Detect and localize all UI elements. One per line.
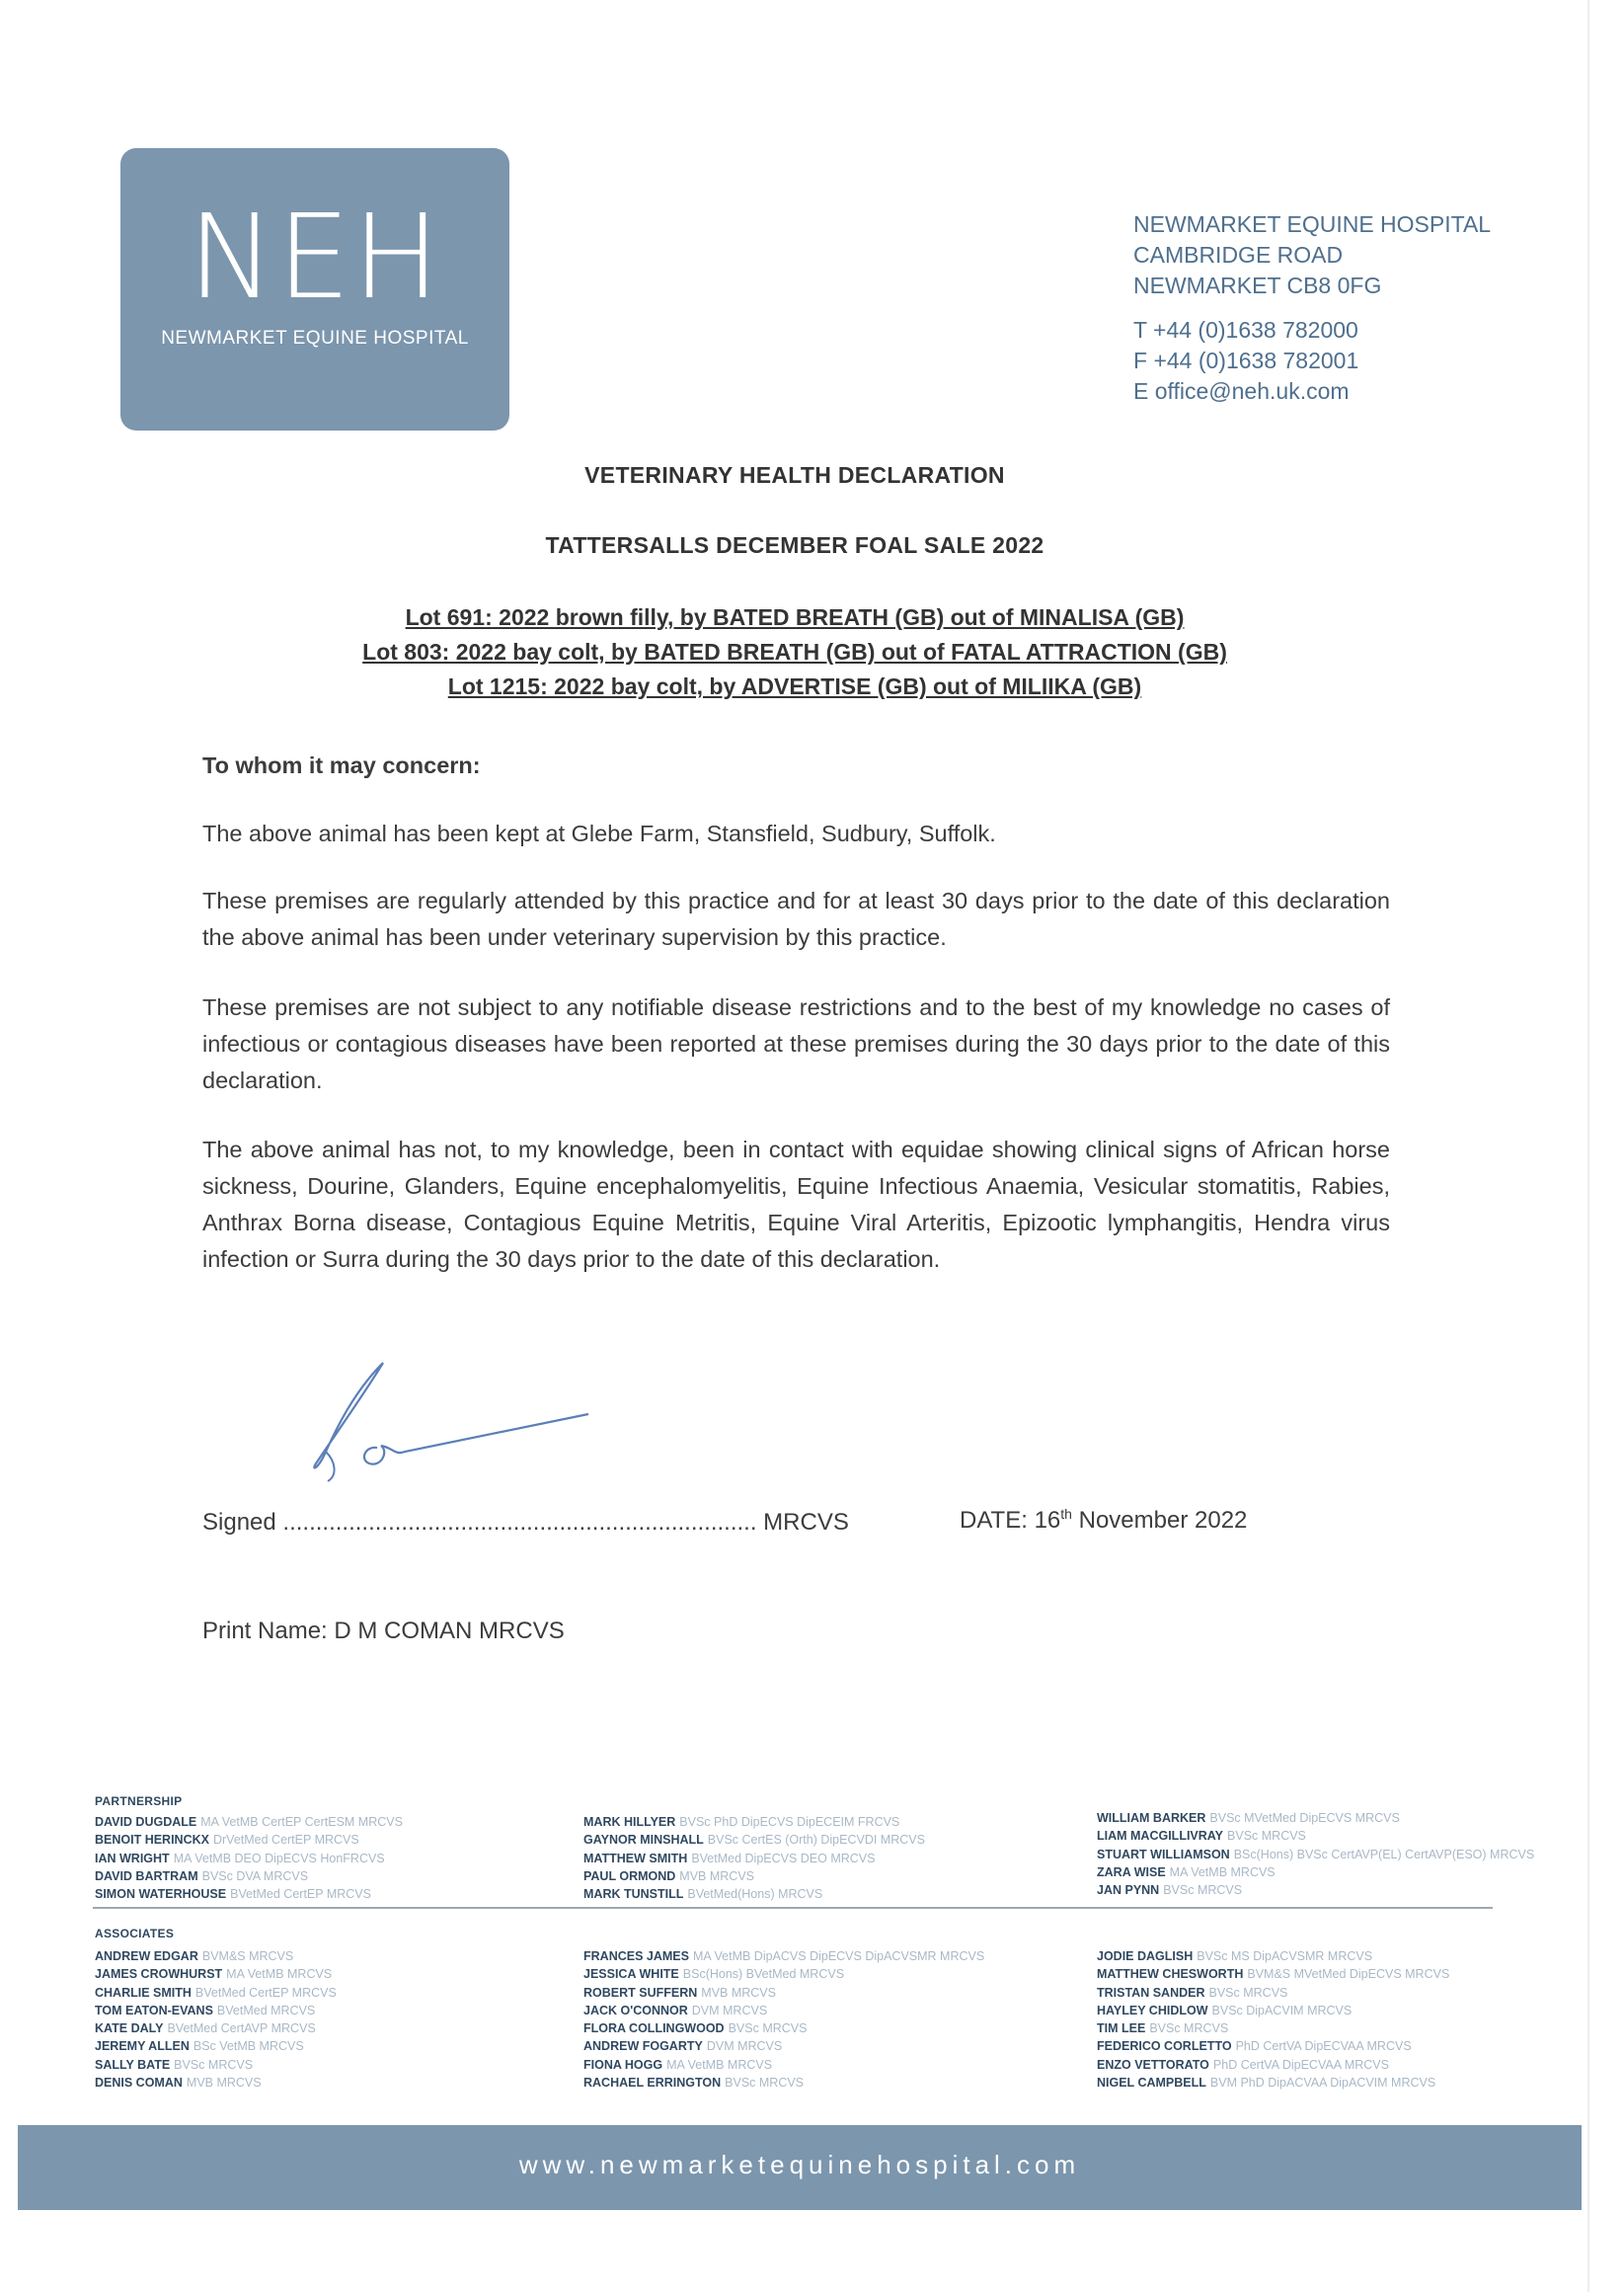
staff-name: IAN WRIGHT (95, 1851, 170, 1865)
paragraph-supervision: These premises are regularly attended by this practice and for at least 30 days prior to the date of this declaration the above animal has been under veterinary supervision by this practice. (202, 888, 1390, 950)
staff-entry (583, 1965, 984, 1983)
staff-qualifications: BVSc MS DipACVSMR MRCVS (1197, 1949, 1373, 1963)
staff-qualifications: BVSc MRCVS (728, 2021, 808, 2036)
staff-entry (583, 2074, 984, 2092)
lot-line: Lot 803: 2022 bay colt, by BATED BREATH (GB) out of FATAL ATTRACTION (GB) (362, 639, 1227, 665)
staff-name: TOM EATON-EVANS (95, 2003, 213, 2017)
staff-name: WILLIAM BARKER (1097, 1811, 1206, 1825)
sale-title: TATTERSALLS DECEMBER FOAL SALE 2022 (545, 532, 1044, 558)
staff-entry (95, 1831, 403, 1849)
staff-entry (583, 2002, 984, 2019)
staff-qualifications: DrVetMed CertEP MRCVS (212, 1833, 359, 1848)
staff-name: FLORA COLLINGWOOD (583, 2021, 725, 2036)
staff-qualifications: MA VetMB MRCVS (1169, 1864, 1276, 1879)
staff-qualifications: BVetMed(Hons) MRCVS (687, 1887, 823, 1902)
staff-entry (1097, 1863, 1534, 1881)
staff-entry (1097, 1846, 1534, 1863)
staff-entry (1097, 2037, 1449, 2055)
address-line: NEWMARKET EQUINE HOSPITAL (1133, 211, 1492, 237)
email-address: E office@neh.uk.com (1133, 378, 1350, 404)
staff-qualifications: MVB MRCVS (679, 1868, 754, 1883)
staff-qualifications: MA VetMB CertEP CertESM MRCVS (200, 1815, 403, 1829)
staff-qualifications: BVetMed CertAVP MRCVS (167, 2021, 316, 2036)
staff-entry (583, 2037, 984, 2055)
staff-entry (583, 2056, 984, 2074)
partnership-column (1097, 1809, 1534, 1899)
staff-entry (583, 1947, 984, 1965)
staff-qualifications: DVM MRCVS (706, 2039, 783, 2054)
staff-qualifications: BVSc DipACVIM MRCVS (1211, 2003, 1353, 2017)
staff-entry (95, 2056, 337, 2074)
footer-bar (18, 2125, 1582, 2210)
staff-entry (95, 1947, 337, 1965)
staff-qualifications: BSc(Hons) BVSc CertAVP(EL) CertAVP(ESO) MRCVS (1233, 1847, 1535, 1861)
staff-qualifications: MA VetMB MRCVS (226, 1967, 333, 1982)
staff-entry (583, 1984, 984, 2002)
staff-qualifications: BVSc MRCVS (1163, 1883, 1243, 1898)
staff-entry (1097, 2074, 1449, 2092)
staff-name: GAYNOR MINSHALL (583, 1833, 704, 1848)
address-line: CAMBRIDGE ROAD (1133, 242, 1344, 268)
staff-qualifications: BVSc MRCVS (1208, 1985, 1288, 2000)
staff-qualifications: MVB MRCVS (186, 2076, 262, 2091)
staff-name: JAMES CROWHURST (95, 1967, 223, 1982)
staff-entry (583, 1850, 925, 1867)
staff-name: KATE DALY (95, 2021, 164, 2036)
fax-number: F +44 (0)1638 782001 (1133, 348, 1359, 373)
scan-edge (1587, 0, 1589, 2292)
signed-suffix: MRCVS (763, 1509, 849, 1536)
staff-name: JEREMY ALLEN (95, 2039, 190, 2054)
staff-name: FEDERICO CORLETTO (1097, 2039, 1232, 2054)
website-link[interactable]: www.newmarketequinehospital.com (518, 2150, 1081, 2179)
date-superscript: th (1060, 1506, 1072, 1522)
staff-name: FRANCES JAMES (583, 1949, 689, 1963)
partnership-column (583, 1813, 925, 1903)
staff-name: SALLY BATE (95, 2057, 171, 2072)
staff-entry (1097, 2056, 1449, 2074)
staff-name: RACHAEL ERRINGTON (583, 2076, 722, 2091)
staff-qualifications: BSc VetMB MRCVS (193, 2039, 304, 2054)
date-line (960, 1506, 1247, 1535)
staff-entry (95, 2002, 337, 2019)
staff-name: PAUL ORMOND (583, 1868, 676, 1883)
staff-entry (1097, 1809, 1534, 1827)
staff-name: BENOIT HERINCKX (95, 1833, 209, 1848)
paragraph-premises: The above animal has been kept at Glebe Farm, Stansfield, Sudbury, Suffolk. (202, 821, 996, 846)
signed-label: Signed (202, 1509, 276, 1536)
staff-entry (95, 1885, 403, 1903)
handwritten-signature (296, 1353, 612, 1491)
staff-entry (95, 2074, 337, 2092)
staff-qualifications: BVSc DVA MRCVS (201, 1868, 309, 1883)
staff-qualifications: BVetMed DipECVS DEO MRCVS (691, 1851, 876, 1865)
staff-name: TIM LEE (1097, 2021, 1146, 2036)
staff-qualifications: BVSc MRCVS (1149, 2021, 1229, 2036)
staff-name: DENIS COMAN (95, 2076, 183, 2091)
staff-name: ZARA WISE (1097, 1864, 1166, 1879)
greeting: To whom it may concern: (202, 752, 481, 778)
address-block (1133, 209, 1491, 407)
staff-qualifications: MVB MRCVS (701, 1985, 776, 2000)
staff-entry (1097, 1827, 1534, 1845)
staff-entry (583, 1831, 925, 1849)
staff-name: FIONA HOGG (583, 2057, 663, 2072)
staff-qualifications: MA VetMB DipACVS DipECVS DipACVSMR MRCVS (692, 1949, 985, 1963)
staff-qualifications: PhD CertVA DipECVAA MRCVS (1235, 2039, 1412, 2054)
staff-entry (95, 1850, 403, 1867)
associates-column (95, 1947, 337, 2092)
staff-entry (583, 2019, 984, 2037)
staff-name: MATTHEW CHESWORTH (1097, 1967, 1244, 1982)
paragraph-restrictions: These premises are not subject to any notifiable disease restrictions and to the best of my knowledge no cases of infectious or contagious diseases have been reported at these premises during the 30 days prior to the date of this declaration. (202, 994, 1390, 1093)
staff-name: DAVID DUGDALE (95, 1815, 197, 1829)
staff-qualifications: BVetMed MRCVS (216, 2003, 316, 2017)
staff-entry (95, 2037, 337, 2055)
staff-qualifications: BVSc PhD DipECVS DipECEIM FRCVS (679, 1815, 900, 1829)
document-title: VETERINARY HEALTH DECLARATION (584, 462, 1005, 488)
staff-name: SIMON WATERHOUSE (95, 1887, 227, 1902)
staff-divider (93, 1907, 1493, 1909)
staff-name: MATTHEW SMITH (583, 1851, 688, 1865)
staff-entry (1097, 1984, 1449, 2002)
staff-entry (95, 1813, 403, 1831)
staff-qualifications: BVetMed CertEP MRCVS (194, 1985, 337, 2000)
partnership-column (95, 1813, 403, 1903)
signature-dots: ........................................................................ (282, 1509, 757, 1536)
staff-name: MARK TUNSTILL (583, 1887, 684, 1902)
staff-qualifications: BVSc MRCVS (1227, 1829, 1306, 1844)
staff-qualifications: BVSc MVetMed DipECVS MRCVS (1209, 1811, 1400, 1825)
phone-number: T +44 (0)1638 782000 (1133, 317, 1358, 343)
date-suffix: November 2022 (1078, 1507, 1248, 1534)
staff-qualifications: PhD CertVA DipECVAA MRCVS (1212, 2057, 1389, 2072)
paragraph-contact: The above animal has not, to my knowledge, been in contact with equidae showing clinical signs of African horse sickness, Dourine, Glanders, Equine encephalomyelitis, Equine Infectious Anaemia, Vesicular stomatitis, Rabies, Anthrax Borna disease, Contagious Equine Metritis, Equine Viral Arteritis, Epizootic lymphangitis, Hendra virus infection or Surra during the 30 days prior to the date of this declaration. (202, 1137, 1390, 1272)
staff-qualifications: MA VetMB DEO DipECVS HonFRCVS (173, 1851, 385, 1865)
logo-mark: NEH (188, 189, 442, 325)
lot-line: Lot 691: 2022 brown filly, by BATED BREATH (GB) out of MINALISA (GB) (405, 604, 1185, 630)
staff-name: DAVID BARTRAM (95, 1868, 198, 1883)
logo-subtitle: NEWMARKET EQUINE HOSPITAL (161, 328, 469, 349)
staff-entry (1097, 2019, 1449, 2037)
print-name: Print Name: D M COMAN MRCVS (202, 1618, 565, 1644)
staff-entry (1097, 1965, 1449, 1983)
lot-line: Lot 1215: 2022 bay colt, by ADVERTISE (GB) out of MILIIKA (GB) (447, 673, 1142, 699)
staff-entry (95, 1984, 337, 2002)
associates-column (1097, 1947, 1449, 2092)
staff-qualifications: BVM PhD DipACVAA DipACVIM MRCVS (1209, 2076, 1436, 2091)
staff-name: JESSICA WHITE (583, 1967, 679, 1982)
staff-qualifications: BVSc MRCVS (174, 2057, 254, 2072)
staff-entry (1097, 1947, 1449, 1965)
staff-entry (95, 1965, 337, 1983)
staff-qualifications: BVSc CertES (Orth) DipECVDI MRCVS (707, 1833, 925, 1848)
staff-name: TRISTAN SANDER (1097, 1985, 1205, 2000)
staff-qualifications: DVM MRCVS (691, 2003, 768, 2017)
staff-name: ANDREW EDGAR (95, 1949, 198, 1963)
staff-qualifications: BVM&S MVetMed DipECVS MRCVS (1247, 1967, 1450, 1982)
staff-name: CHARLIE SMITH (95, 1985, 192, 2000)
staff-name: JACK O'CONNOR (583, 2003, 688, 2017)
staff-name: LIAM MACGILLIVRAY (1097, 1829, 1224, 1844)
staff-name: ROBERT SUFFERN (583, 1985, 698, 2000)
staff-entry (1097, 1881, 1534, 1899)
staff-entry (583, 1885, 925, 1903)
staff-name: STUART WILLIAMSON (1097, 1847, 1230, 1861)
staff-name: HAYLEY CHIDLOW (1097, 2003, 1208, 2017)
staff-name: JODIE DAGLISH (1097, 1949, 1194, 1963)
associates-column (583, 1947, 984, 2092)
staff-name: ANDREW FOGARTY (583, 2039, 703, 2054)
associates-heading: ASSOCIATES (95, 1927, 175, 1940)
staff-qualifications: BVM&S MRCVS (201, 1949, 294, 1963)
staff-qualifications: BVSc MRCVS (725, 2076, 805, 2091)
signed-line (202, 1509, 849, 1537)
partnership-heading: PARTNERSHIP (95, 1794, 183, 1808)
staff-qualifications: MA VetMB MRCVS (666, 2057, 773, 2072)
staff-entry (583, 1867, 925, 1885)
staff-entry (583, 1813, 925, 1831)
date-prefix: DATE: 16 (960, 1507, 1061, 1534)
staff-name: ENZO VETTORATO (1097, 2057, 1209, 2072)
staff-entry (95, 1867, 403, 1885)
staff-entry (95, 2019, 337, 2037)
staff-name: NIGEL CAMPBELL (1097, 2076, 1206, 2091)
neh-logo (120, 148, 509, 431)
staff-entry (1097, 2002, 1449, 2019)
staff-name: MARK HILLYER (583, 1815, 676, 1829)
staff-qualifications: BVetMed CertEP MRCVS (230, 1887, 371, 1902)
address-line: NEWMARKET CB8 0FG (1133, 273, 1382, 298)
staff-qualifications: BSc(Hons) BVetMed MRCVS (682, 1967, 845, 1982)
staff-name: JAN PYNN (1097, 1883, 1160, 1898)
